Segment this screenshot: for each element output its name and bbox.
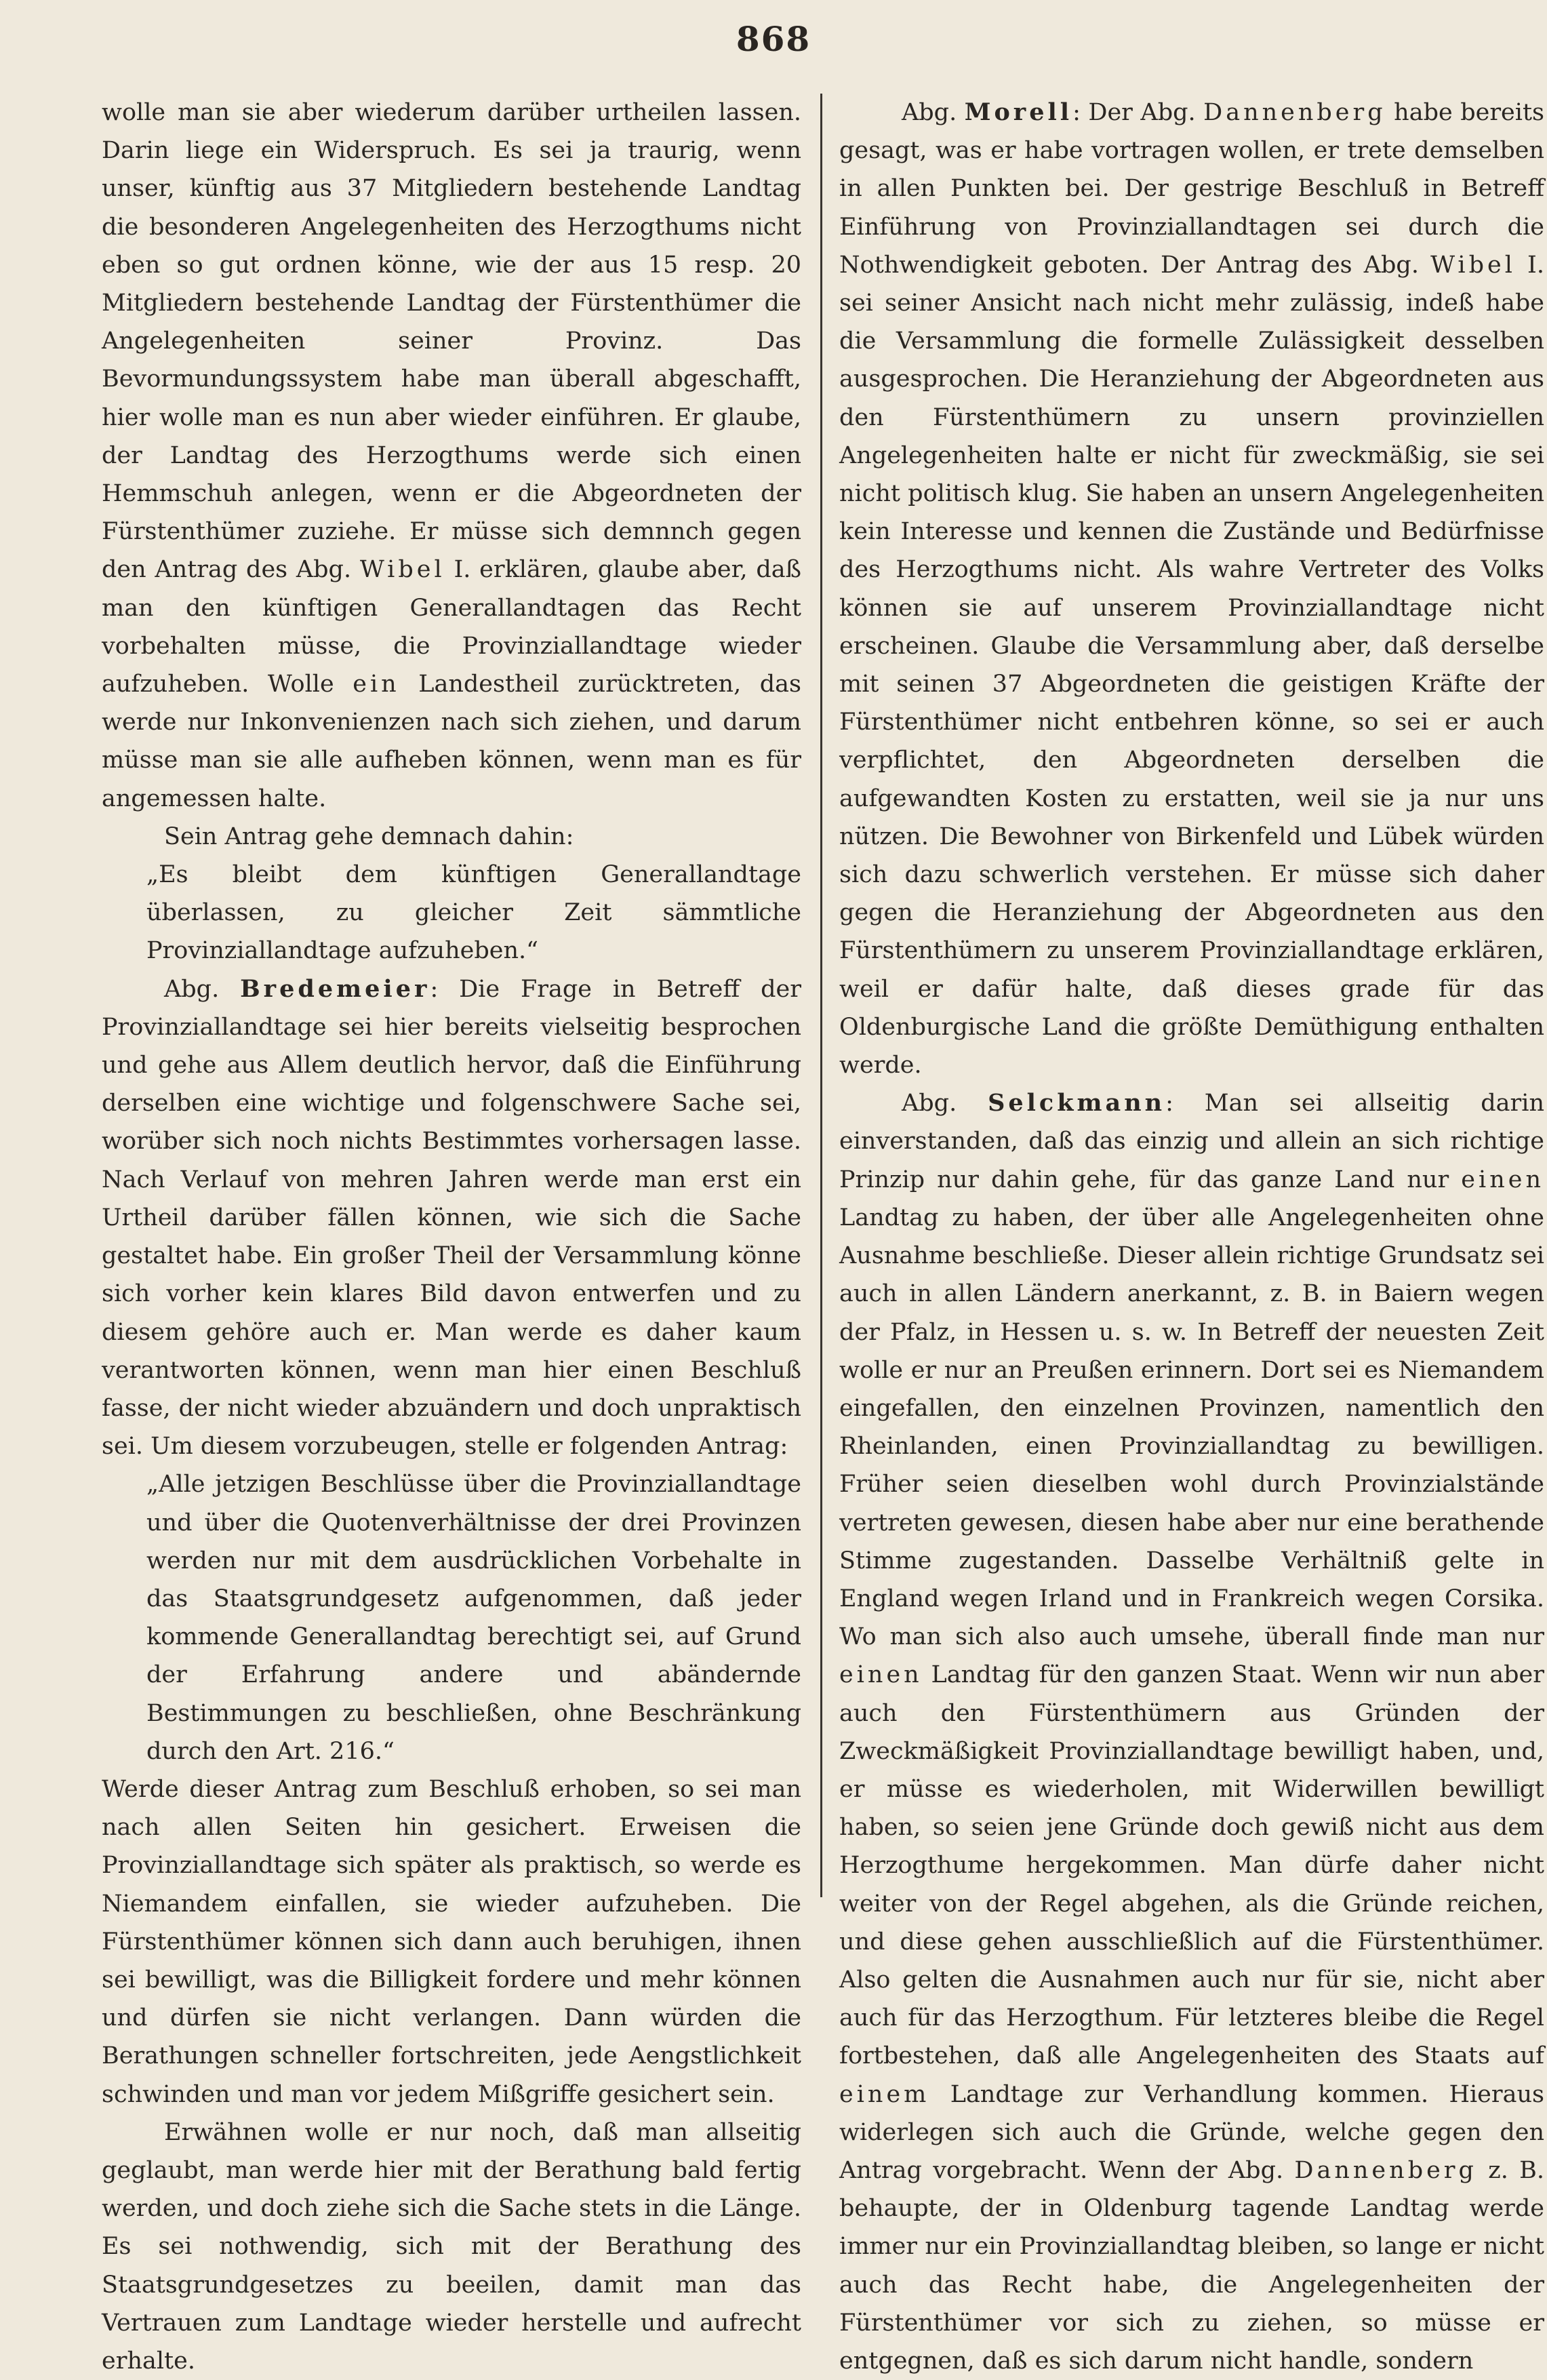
text-run: Landtag für den ganzen Staat. Wenn wir nun aber auch den Fürstenthümern aus Gründen der Zweckmäßigkeit Provinziallandtage bewilligt haben, und, er müsse es wiederholen, mit Widerwillen bewilligt haben, so seien jene Gründe doch gewiß nicht aus dem Herzogthume hergekommen. Man dürfe daher nicht weiter von der Regel abgehen, als die Gründe reichen, und diese gehen ausschließlich auf die Fürstenthümer. Also gelten die Ausnahmen auch nur für sie, nicht aber auch für das Herzogthum. Für letzteres bleibe die Regel fortbestehen, daß alle Angelegenheiten des Staats auf [839,1661,1544,2070]
column-divider [820,94,822,1897]
left-column [102,94,801,2380]
text-run: wolle man sie aber wiederum darüber urtheilen lassen. Darin liege ein Widerspruch. Es sei ja traurig, wenn unser, künftig aus 37 Mitgliedern bestehende Landtag die besonderen Angelegenheiten des Herzogthums nicht eben so gut ordnen könne, wie der aus 15 resp. 20 Mitgliedern bestehende Landtag der Fürstenthümer die Angelegenheiten seiner Provinz. Das Bevormundungssystem habe man überall abgeschafft, hier wolle man es nun aber wieder einführen. Er glaube, der Landtag des Herzogthums werde sich einen Hemmschuh anlegen, wenn er die Abgeordneten der Fürstenthümer zuziehe. Er müsse sich demnnch gegen den Antrag des Abg. [102,99,801,584]
text-run: z. B. behaupte, der in Oldenburg tagende Landtag werde immer nur ein Provinziallandtag bleiben, so lange er nicht auch das Recht habe, die Angelegenheiten der Fürstenthümer vor sich zu ziehen, so müsse er entgegnen, daß es sich darum nicht handle, sondern [839,2156,1544,2375]
text-run: Erwähnen wolle er nur noch, daß man allseitig geglaubt, man werde hier mit der Berathung bald fertig werden, und doch ziehe sich die Sache stets in die Länge. Es sei nothwendig, sich mit der Berathung des Staatsgrundgesetzes zu beeilen, damit man das Vertrauen zum Landtage wieder herstelle und aufrecht erhalte. [102,2118,801,2375]
text-run: : Der Abg. [1072,99,1204,126]
speaker-name: Morell [964,98,1073,126]
spaced-emphasis: ein [353,671,400,698]
speaker-name: Bredemeier [240,974,430,1003]
text-run: Sein Antrag gehe demnach dahin: [164,822,574,850]
spaced-emphasis: einen [1461,1166,1544,1193]
speaker-name: Selckmann [988,1089,1166,1117]
spaced-emphasis: Dannenberg [1294,2156,1477,2184]
text-run: Abg. [902,1090,988,1117]
text-run: Landtage zur Verhandlung kommen. Hieraus widerlegen sich auch die Gründe, welche gegen den Antrag vorgebracht. Wenn der Abg. [839,2080,1544,2184]
spaced-emphasis: einem [839,2080,930,2108]
text-run: Landestheil zurücktreten, das werde nur Inkonvenienzen nach sich ziehen, und darum müsse man sie alle aufheben können, wenn man es für angemessen halte. [102,671,801,812]
text-run: I. erklären, glaube aber, daß man den künftigen Generallandtagen das Recht vorbehalten müsse, die Provinziallandtage wieder aufzuheben. Wolle [102,556,801,698]
spaced-emphasis: Wibel [1430,251,1516,279]
text-run: „Alle jetzigen Beschlüsse über die Provinziallandtage und über die Quotenverhältnisse der drei Provinzen werden nur mit dem ausdrücklichen Vorbehalte in das Staatsgrundgesetz aufgenommen, daß jeder kommende Generallandtag berechtigt sei, auf Grund der Erfahrung andere und abändernde Bestimmungen zu beschließen, ohne Beschränkung durch den Art. 216.“ [146,1471,801,1765]
paragraph [839,94,1544,1084]
paragraph [102,1770,801,2114]
paragraph [102,818,801,856]
paragraph [102,2114,801,2380]
spaced-emphasis: Wibel [359,556,445,584]
spaced-emphasis: Dannenberg [1203,99,1386,126]
page-number: 868 [736,19,811,59]
text-run: habe bereits gesagt, was er habe vortragen wollen, er trete demselben in allen Punkten bei. Der gestrige Beschluß in Betreff Einführung von Provinziallandtagen sei durch die Nothwendigkeit geboten. Der Antrag des Abg. [839,99,1544,279]
text-run: : Man sei allseitig darin einverstanden, daß das einzig und allein an sich richtige Prinzip nur dahin gehe, für das ganze Land nur [839,1090,1544,1193]
text-run: Landtag zu haben, der über alle Angelegenheiten ohne Ausnahme beschließe. Dieser allein richtige Grundsatz sei auch in allen Ländern anerkannt, z. B. in Baiern wegen der Pfalz, in Hessen u. s. w. In Betreff der neuesten Zeit wolle er nur an Preußen erinnern. Dort sei es Niemandem eingefallen, den einzelnen Provinzen, namentlich den Rheinlanden, einen Provinziallandtag zu bewilligen. Früher seien dieselben wohl durch Provinzialstände vertreten gewesen, diesen habe aber nur eine berathende Stimme zugestanden. Dasselbe Verhältniß gelte in England wegen Irland und in Frankreich wegen Corsika. Wo man sich also auch umsehe, überall finde man nur [839,1204,1544,1651]
paragraph [102,94,801,818]
quoted-motion [146,1465,801,1770]
text-run: Werde dieser Antrag zum Beschluß erhoben, so sei man nach allen Seiten hin gesichert. Erweisen die Provinziallandtage sich später als praktisch, so werde es Niemandem einfallen, sie wieder aufzuheben. Die Fürstenthümer können sich dann auch beruhigen, ihnen sei bewilligt, was die Billigkeit fordere und mehr können und dürfen sie nicht verlangen. Dann würden die Berathungen schneller fortschreiten, jede Aengstlichkeit schwinden und man vor jedem Mißgriffe gesichert sein. [102,1775,801,2108]
right-column [839,94,1544,2380]
paragraph [839,1084,1544,2380]
text-run: Abg. [164,975,241,1003]
text-run: „Es bleibt dem künftigen Generallandtage überlassen, zu gleicher Zeit sämmtliche Provinziallandtage aufzuheben.“ [146,861,801,965]
text-run: I. sei seiner Ansicht nach nicht mehr zulässig, indeß habe die Versammlung die formelle Zulässigkeit desselben ausgesprochen. Die Heranziehung der Abgeordneten aus den Fürstenthümern zu unsern provinziellen Angelegenheiten halte er nicht für zweckmäßig, sie sei nicht politisch klug. Sie haben an unsern Angelegenheiten kein Interesse und kennen die Zustände und Bedürfnisse des Herzogthums nicht. Als wahre Vertreter des Volks können sie auf unserem Provinziallandtage nicht erscheinen. Glaube die Versammlung aber, daß derselbe mit seinen 37 Abgeordneten die geistigen Kräfte der Fürstenthümer nicht entbehren könne, so sei er auch verpflichtet, den Abgeordneten derselben die aufgewandten Kosten zu erstatten, weil sie ja nur uns nützen. Die Bewohner von Birkenfeld und Lübek würden sich dazu schwerlich verstehen. Er müsse sich daher gegen die Heranziehung der Abgeordneten aus den Fürstenthümern zu unserem Provinziallandtage erklären, weil er dafür halte, daß dieses grade für das Oldenburgische Land die größte Demüthigung enthalten werde. [839,251,1545,1079]
spaced-emphasis: einen [839,1661,923,1689]
text-run: : Die Frage in Betreff der Provinziallandtage sei hier bereits vielseitig besprochen und gehe aus Allem deutlich hervor, daß die Einführung derselben eine wichtige und folgenschwere Sache sei, worüber sich noch nichts Bestimmtes vorhersagen lasse. Nach Verlauf von mehren Jahren werde man erst ein Urtheil darüber fällen können, wie sich die Sache gestaltet habe. Ein großer Theil der Versammlung könne sich vorher kein klares Bild davon entwerfen und zu diesem gehöre auch er. Man werde es daher kaum verantworten können, wenn man hier einen Beschluß fasse, der nicht wieder abzuändern und doch unpraktisch sei. Um diesem vorzubeugen, stelle er folgenden Antrag: [102,975,801,1461]
text-run: Abg. [902,99,965,126]
quoted-motion [146,856,801,970]
paragraph [102,970,801,1466]
